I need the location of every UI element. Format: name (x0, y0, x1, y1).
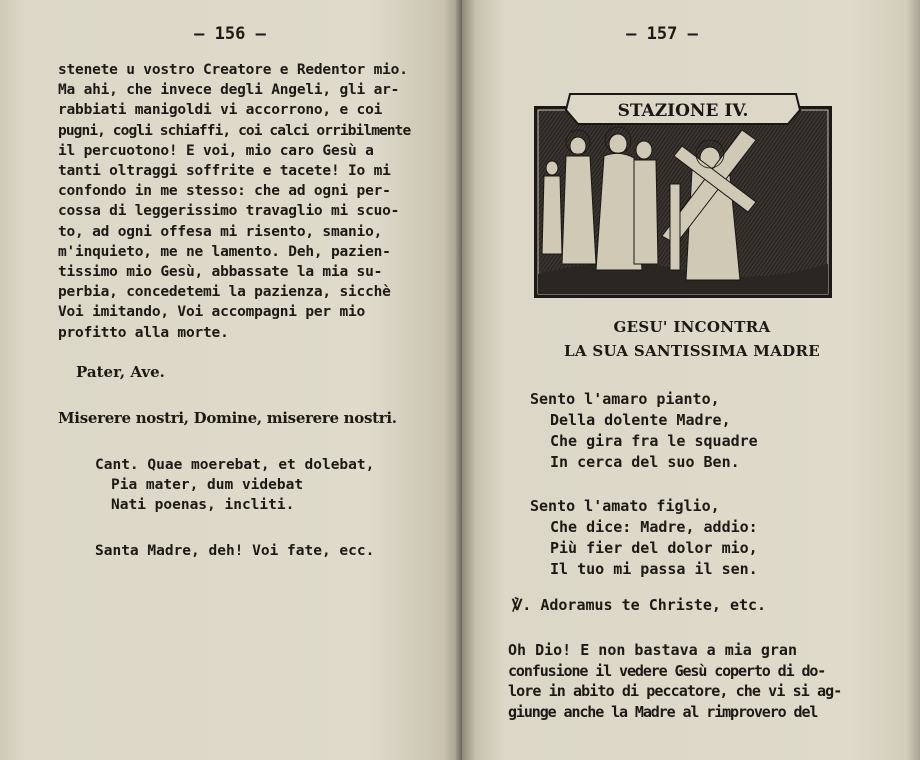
stanza-line: Della dolente Madre, (550, 411, 731, 429)
prose-line: Ma ahi, che invece degli Angeli, gli ar- (58, 82, 400, 99)
prose-line: stenete u vostro Creatore e Redentor mio. (58, 62, 408, 78)
prose-line: cossa di leggerissimo travaglio mi scuo- (58, 203, 400, 220)
stanza-line: Sento l'amato figlio, (530, 497, 720, 515)
miserere-line: Miserere nostri, Domine, miserere nostri. (58, 409, 397, 427)
closing-line: lore in abito di peccatore, che vi si ag- (508, 682, 842, 700)
left-prose-paragraph (58, 60, 443, 343)
cant-stanza (95, 455, 374, 515)
prose-line: il percuotono! E voi, mio caro Gesù a (58, 142, 374, 159)
stanza-line: Il tuo mi passa il sen. (550, 560, 758, 578)
prose-line: confondo in me stesso: che ad ogni per- (58, 183, 391, 200)
left-page-number: — 156 — (194, 24, 266, 44)
prose-line: m'inquieto, me ne lamento. Deh, pazien- (58, 243, 391, 260)
cant-line: Cant. Quae moerebat, et dolebat, (95, 457, 375, 473)
right-page (462, 0, 920, 760)
closing-line: Oh Dio! E non bastava a mia gran (508, 641, 797, 659)
stanza-line: Che dice: Madre, addio: (550, 518, 758, 536)
prose-line: tissimo mio Gesù, abbassate la mia su- (58, 264, 383, 281)
stanza-1 (530, 389, 758, 473)
prose-line: tanti oltraggi soffrite e tacete! Io mi (58, 163, 391, 180)
closing-line: giunge anche la Madre al rimprovero del (508, 702, 818, 721)
stanza-line: In cerca del suo Ben. (550, 453, 740, 471)
cant-line: Pia mater, dum videbat (111, 477, 304, 493)
closing-paragraph (508, 640, 888, 722)
right-page-number: — 157 — (626, 24, 698, 44)
stanza-line: Più fier del dolor mio, (550, 539, 758, 557)
santa-madre-line: Santa Madre, deh! Voi fate, ecc. (95, 543, 375, 559)
prose-line: Voi imitando, Voi accompagni per mio (58, 304, 366, 321)
prose-line: perbia, concedetemi la pazienza, sicchè (58, 284, 391, 301)
stations-of-the-cross-engraving-icon (534, 84, 832, 298)
cant-line: Nati poenas, incliti. (111, 497, 295, 513)
prose-line: profitto alla morte. (58, 324, 229, 341)
prose-line: pugni, cogli schiaffi, coi calci orribilmente (58, 122, 411, 139)
stazione-illustration (534, 84, 832, 298)
stanza-2 (530, 496, 758, 580)
versicle-line: ℣. Adoramus te Christe, etc. (512, 596, 767, 614)
stazione-banner-text: STAZIONE IV. (617, 101, 749, 121)
station-title-line-2: LA SUA SANTISSIMA MADRE (564, 342, 820, 360)
prose-line: to, ad ogni offesa mi risento, smanio, (58, 223, 383, 240)
prose-line: rabbiati manigoldi vi accorrono, e coi (58, 102, 383, 119)
pater-ave-line: Pater, Ave. (76, 363, 165, 381)
stanza-line: Sento l'amaro pianto, (530, 390, 720, 408)
station-title-line-1: GESU' INCONTRA (613, 318, 771, 336)
closing-line: confusione il vedere Gesù coperto di do- (508, 661, 826, 680)
stanza-line: Che gira fra le squadre (550, 432, 758, 450)
